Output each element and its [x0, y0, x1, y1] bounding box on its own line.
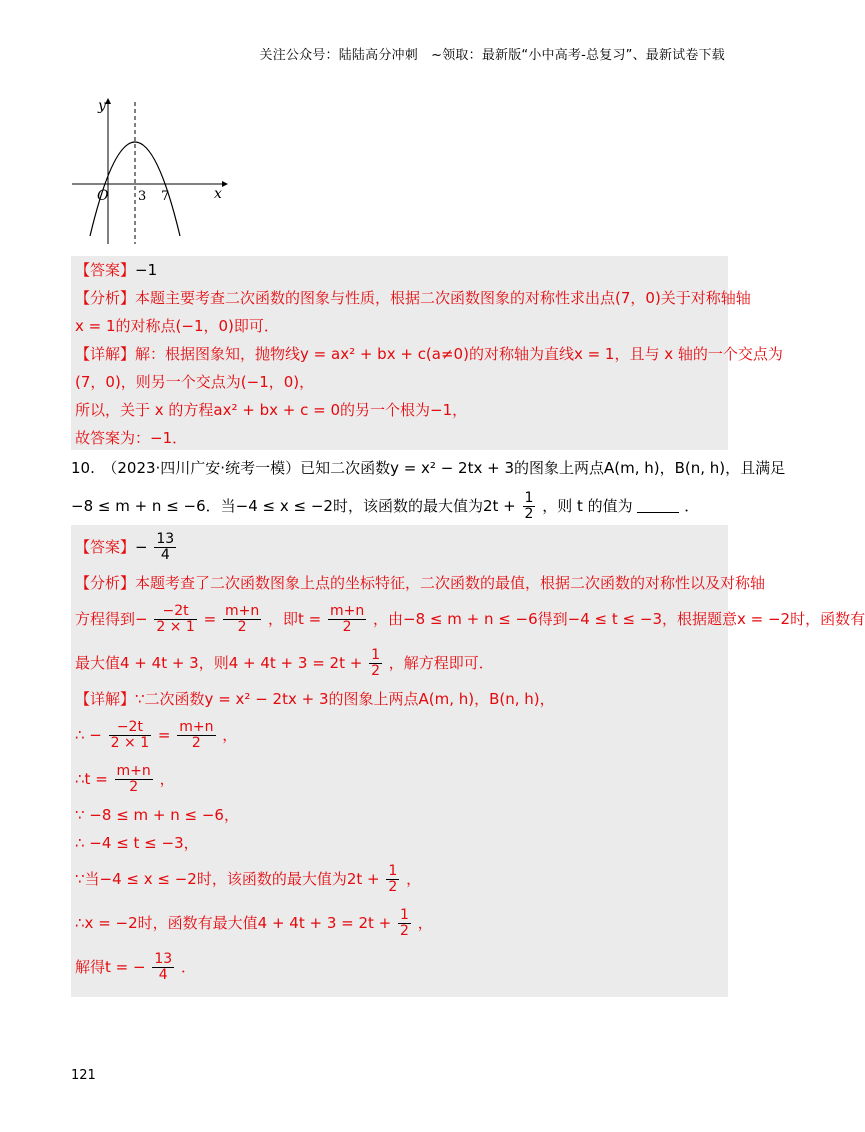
page-number: 121 — [71, 1068, 96, 1083]
detail-label: 【详解】 — [75, 690, 136, 708]
q10-detail-line-8: 解得t = − $\frac{13}{4}$ ． — [75, 951, 196, 983]
q10-line-1: 10. （2023·四川广安·统考一模）已知二次函数y = x² − 2tx + 3的图象上两点A(m, h)，B(n, h)，且满足 — [71, 459, 786, 477]
parabola-graph — [68, 96, 228, 248]
detail-label: 【详解】 — [75, 345, 136, 363]
q9-analysis-line-1: 【分析】本题主要考查二次函数的图象与性质，根据二次函数图象的对称性求出点(7，0)关于对称轴轴 — [75, 289, 751, 307]
q10-analysis-line-1: 【分析】本题考查了二次函数图象上点的坐标特征，二次函数的最值，根据二次函数的对称性以及对称轴 — [75, 574, 766, 592]
q10-detail-line-6: ∵当−4 ≤ x ≤ −2时，该函数的最大值为2t + $\frac{1}{2}$ ， — [75, 863, 422, 895]
q10-analysis-line-2: 方程得到− $\frac{-2t}{2 \times 1}$ = $\frac{m+n}{2}$ ，即t = $\frac{m+n}{2}$ ，由−8 ≤ m + n ≤ −6得到−4 ≤ t ≤ −3，根据题意x = −2时，函数有 — [75, 603, 865, 635]
x-axis-arrow — [222, 181, 228, 187]
q10-detail-line-7: ∴x = −2时，函数有最大值4 + 4t + 3 = 2t + $\frac{1}{2}$ ， — [75, 907, 433, 939]
tick-label-7: 7 — [161, 189, 170, 204]
answer-value: −1 — [135, 261, 158, 279]
q10-detail-line-4: ∵ −8 ≤ m + n ≤ −6， — [75, 806, 239, 824]
q10-solution-block — [71, 525, 865, 997]
x-axis-label: x — [214, 186, 222, 202]
q10-question — [71, 452, 786, 528]
q9-answer-line — [71, 256, 728, 284]
q10-analysis-line-3: 最大值4 + 4t + 3，则4 + 4t + 3 = 2t + $\frac{1}{2}$ ，解方程即可． — [75, 647, 494, 679]
q10-detail-line-5: ∴ −4 ≤ t ≤ −3， — [75, 834, 199, 852]
answer-blank — [637, 496, 679, 513]
analysis-label: 【分析】 — [75, 574, 136, 592]
q10-detail-line-3: ∴t = $\frac{m+n}{2}$ ， — [75, 763, 175, 795]
q9-detail-line-3: 所以，关于 x 的方程ax² + bx + c = 0的另一个根为−1， — [75, 401, 468, 419]
answer-label: 【答案】 — [75, 261, 136, 279]
page-header: 关注公众号：陆陆高分冲刺 ~领取：最新版“小中高考-总复习”、最新试卷下载 — [259, 48, 725, 63]
tick-label-3: 3 — [138, 189, 147, 204]
answer-label: 【答案】 — [75, 538, 136, 556]
q10-detail-line-1: 【详解】∵二次函数y = x² − 2tx + 3的图象上两点A(m, h)，B(n, h)， — [75, 690, 555, 708]
q9-analysis-line-2: x = 1的对称点(−1，0)即可． — [75, 317, 279, 335]
origin-label: O — [97, 188, 109, 204]
q10-detail-line-2: ∴ − $\frac{-2t}{2 \times 1}$ = $\frac{m+n}{2}$ ， — [75, 719, 238, 751]
q9-solution-block — [71, 256, 783, 450]
q10-line-2: −8 ≤ m + n ≤ −6．当−4 ≤ x ≤ −2时，该函数的最大值为2t + $\frac{1}{2}$ ，则 t 的值为 ． — [71, 490, 700, 522]
q9-detail-line-1: 【详解】解：根据图象知，抛物线y = ax² + bx + c(a≠0)的对称轴为直线x = 1，且与 x 轴的一个交点为 — [75, 345, 783, 363]
fraction: $\frac{1}{2}$ — [524, 490, 534, 522]
fraction: $\frac{13}{4}$ — [156, 531, 175, 563]
q9-detail-line-4: 故答案为：−1． — [75, 429, 188, 447]
q9-detail-line-2: (7，0)，则另一个交点为(−1，0)， — [75, 373, 315, 391]
q10-answer-line: 【答案】− $\frac{13}{4}$ — [75, 531, 175, 563]
y-axis-label: y — [98, 98, 106, 114]
analysis-label: 【分析】 — [75, 289, 136, 307]
